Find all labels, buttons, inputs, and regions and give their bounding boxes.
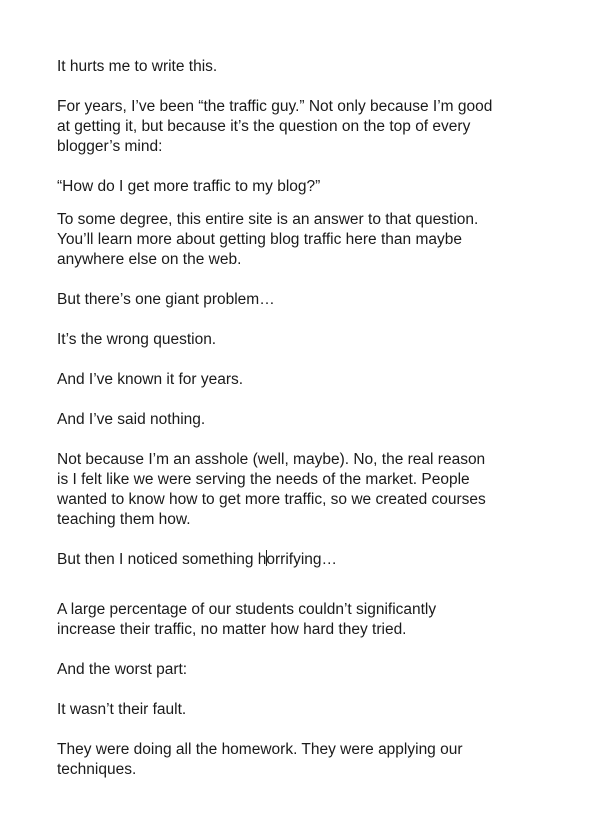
text-line: A large percentage of our students couldn’t significantly xyxy=(57,601,437,618)
text-line: “How do I get more traffic to my blog?” xyxy=(57,178,321,195)
text-line: It’s the wrong question. xyxy=(57,331,217,348)
paragraph xyxy=(57,330,557,350)
text-line: teaching them how. xyxy=(57,511,191,528)
text-line: And I’ve known it for years. xyxy=(57,371,244,388)
paragraph xyxy=(57,740,557,780)
text-after-cursor: orrifying… xyxy=(266,551,338,568)
text-line: It hurts me to write this. xyxy=(57,58,218,75)
text-line: techniques. xyxy=(57,761,137,778)
text-line: at getting it, but because it’s the question on the top of every xyxy=(57,118,471,135)
paragraph xyxy=(57,410,557,430)
text-line: anywhere else on the web. xyxy=(57,251,242,268)
text-line: It wasn’t their fault. xyxy=(57,701,187,718)
text-line: blogger’s mind: xyxy=(57,138,163,155)
paragraph xyxy=(57,97,557,157)
text-line: They were doing all the homework. They were applying our xyxy=(57,741,463,758)
text-line: To some degree, this entire site is an answer to that question. xyxy=(57,211,479,228)
paragraph xyxy=(57,210,557,270)
paragraph xyxy=(57,177,557,197)
paragraph xyxy=(57,700,557,720)
paragraph xyxy=(57,290,557,310)
paragraph xyxy=(57,450,557,530)
text-line: But there’s one giant problem… xyxy=(57,291,275,308)
paragraph xyxy=(57,57,557,77)
text-line: wanted to know how to get more traffic, so we created courses xyxy=(57,491,486,508)
text-line: And I’ve said nothing. xyxy=(57,411,206,428)
paragraph-with-cursor[interactable] xyxy=(57,550,557,570)
paragraph xyxy=(57,600,557,640)
text-line: Not because I’m an asshole (well, maybe). No, the real reason xyxy=(57,451,486,468)
text-line: increase their traffic, no matter how hard they tried. xyxy=(57,621,407,638)
text-before-cursor: But then I noticed something h xyxy=(57,551,267,568)
paragraph xyxy=(57,370,557,390)
paragraph xyxy=(57,660,557,680)
text-line: For years, I’ve been “the traffic guy.” Not only because I’m good xyxy=(57,98,493,115)
text-line: You’ll learn more about getting blog traffic here than maybe xyxy=(57,231,462,248)
text-line: is I felt like we were serving the needs of the market. People xyxy=(57,471,470,488)
text-line: And the worst part: xyxy=(57,661,188,678)
text-line[interactable] xyxy=(57,550,557,570)
